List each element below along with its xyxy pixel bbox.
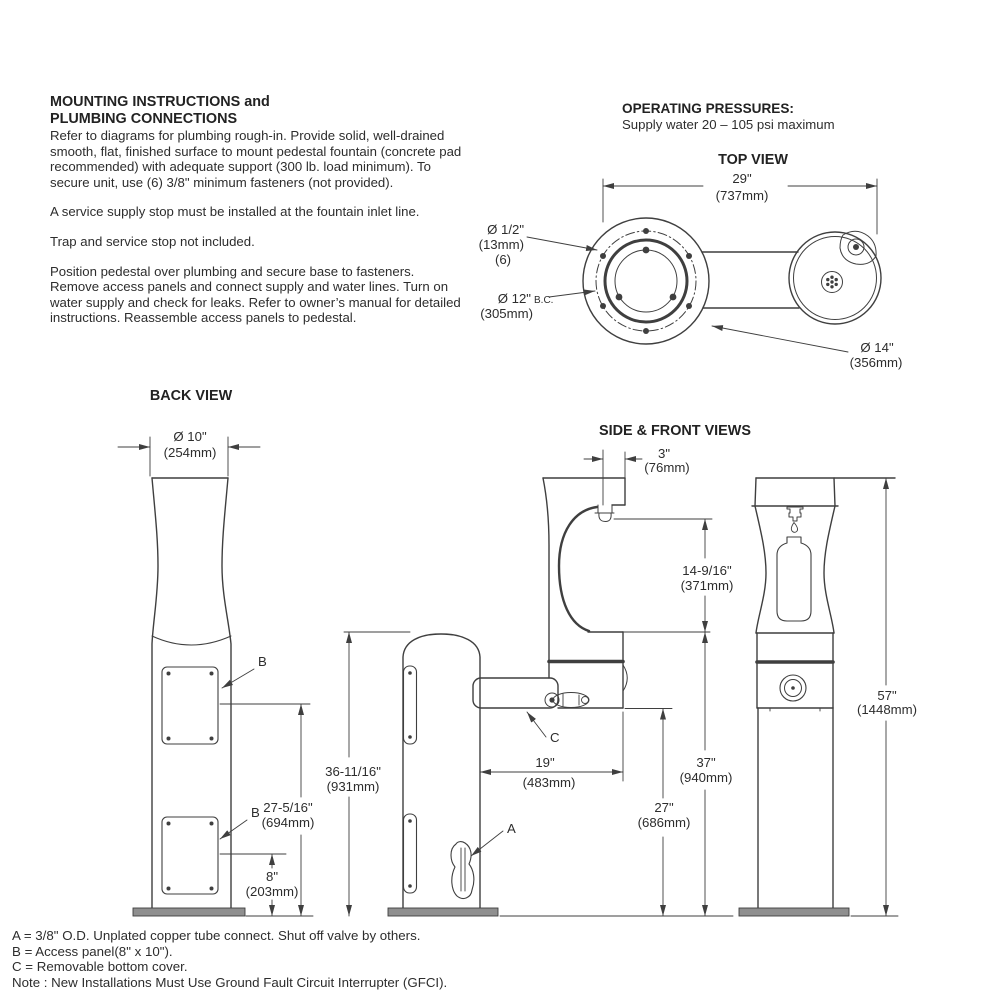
dim-27-in: 27" [654, 800, 674, 815]
callout-b-label: B [251, 805, 260, 820]
dim-36-in: 36-11/16" [325, 764, 381, 779]
footnote-a: A = 3/8" O.D. Unplated copper tube connect. Shut off valve by others. [12, 928, 421, 943]
footnote-gfci: Note : New Installations Must Use Ground Fault Circuit Interrupter (GFCI). [12, 974, 448, 990]
fountain-arm-side [473, 478, 627, 708]
footnote-b: B = Access panel(8" x 10"). [12, 943, 173, 959]
side-view [325, 423, 751, 916]
dim-14-mm: (356mm) [849, 355, 903, 370]
side-front-title: SIDE & FRONT VIEWS [599, 423, 751, 439]
access-panel-edge-lower [404, 814, 417, 893]
callout-c [527, 712, 560, 745]
mounting-title-line2: PLUMBING CONNECTIONS [50, 110, 238, 127]
pedestal-side-outline [388, 634, 498, 916]
water-drop [791, 523, 797, 533]
access-panel-upper [162, 667, 218, 744]
callout-a-label: A [507, 821, 516, 836]
dim-half-l1: Ø 1/2" [487, 222, 524, 237]
bottom-cover-side [473, 678, 558, 708]
dim-3-in: 3" [657, 446, 671, 461]
anchor-bolt-holes [600, 228, 692, 334]
dim-57in [851, 478, 917, 916]
callout-b-upper [222, 654, 267, 688]
dim-37in [623, 632, 732, 916]
instructions-paragraph: A service supply stop must be installed at the fountain inlet line. [50, 204, 420, 220]
access-panel-edge-upper [404, 666, 417, 744]
basin-top-view [789, 231, 881, 324]
inner-bolts [616, 247, 677, 301]
push-button [780, 675, 806, 701]
pedestal-back-outline [133, 478, 245, 916]
back-view [118, 388, 314, 916]
arm-back-edge [543, 478, 549, 660]
dim-3in [584, 446, 690, 505]
footnote-c: C = Removable bottom cover. [12, 959, 188, 974]
dim-bc12-l1: Ø 12" [497, 291, 531, 306]
dim-29-mm: (737mm) [715, 188, 769, 203]
dim-29in [603, 171, 877, 234]
callout-hole-half-inch [479, 222, 597, 267]
instructions-paragraph: Trap and service stop not included. [50, 233, 255, 249]
base-plate-front [739, 908, 849, 916]
bottle-silhouette [777, 537, 811, 621]
top-view [479, 152, 903, 370]
operating-pressures-body: Supply water 20 – 105 psi maximum [622, 116, 835, 132]
fountain-front-outline [739, 478, 895, 916]
bubbler-top-view [840, 231, 876, 264]
bubbler-side [545, 693, 589, 708]
callout-dia-14 [712, 326, 902, 370]
dim-149-in: 14-9/16" [682, 563, 732, 578]
drain [822, 272, 843, 293]
base-plate-back [133, 908, 245, 916]
dim-8in [220, 854, 298, 916]
pedestal-flange-top-view [583, 218, 709, 344]
instructions-paragraph: Position pedestal over plumbing and secure base to fasteners. Remove access panels and connect supply and water lines. Turn on water supply and check for leaks. Refer to owner’s manual for detailed instructions. Reassemble access panels to pedestal. [50, 263, 461, 326]
base-plate-side [388, 908, 498, 916]
spout-front [787, 507, 803, 521]
arm-top-view [702, 252, 799, 308]
access-panel-lower [162, 817, 218, 894]
dim-19-in: 19" [535, 755, 555, 770]
callout-b-lower [220, 805, 260, 839]
arm-recess-curve [559, 507, 597, 631]
dim-10-mm: (254mm) [163, 445, 217, 460]
dim-37-mm: (940mm) [679, 770, 733, 785]
mounting-title-line1: MOUNTING INSTRUCTIONS and [50, 94, 270, 110]
instructions-paragraph: Refer to diagrams for plumbing rough-in. Provide solid, well-drained smooth, flat, finished surface to mount pedestal fountain (concrete pad recommended) with adequate support (300 lb. load minimum). To secure unit, use (6) 3/8" minimum fasteners (not provided). [50, 128, 462, 190]
dim-14-9-16 [614, 519, 733, 632]
dim-149-mm: (371mm) [680, 578, 734, 593]
operating-pressures-title: OPERATING PRESSURES: [622, 101, 794, 116]
dim-19-mm: (483mm) [522, 775, 576, 790]
dim-bc12-l2: (305mm) [480, 306, 533, 321]
copper-tube-cutaway [451, 842, 474, 899]
callout-bolt-circle [480, 291, 595, 321]
dim-36-mm: (931mm) [326, 779, 380, 794]
dim-37-in: 37" [696, 755, 716, 770]
dim-27-mm: (686mm) [637, 815, 691, 830]
dim-8-mm: (203mm) [245, 884, 299, 899]
dim-57-in: 57" [877, 688, 897, 703]
top-view-title: TOP VIEW [718, 152, 788, 168]
dim-27-5-mm: (694mm) [261, 815, 315, 830]
dim-27in [625, 709, 690, 917]
dim-bc12-sub: B.C. [534, 295, 554, 306]
dim-half-l3: (6) [494, 252, 512, 267]
dim-57-mm: (1448mm) [856, 702, 918, 717]
dim-8-in: 8" [265, 869, 279, 884]
dim-27-5-in: 27-5/16" [263, 800, 313, 815]
dim-10-in: Ø 10" [173, 429, 207, 444]
dim-29-in: 29" [732, 171, 752, 186]
dim-14-in: Ø 14" [860, 340, 894, 355]
callout-a [451, 821, 516, 898]
dim-36-11-16 [325, 632, 410, 916]
back-view-title: BACK VIEW [149, 388, 233, 404]
callout-b-label: B [258, 654, 267, 669]
dim-10in [118, 429, 260, 476]
callout-c-label: C [550, 730, 560, 745]
dim-19in [480, 712, 623, 790]
dim-half-l2: (13mm) [478, 237, 524, 252]
dim-3-mm: (76mm) [644, 460, 690, 475]
front-view [739, 478, 917, 916]
